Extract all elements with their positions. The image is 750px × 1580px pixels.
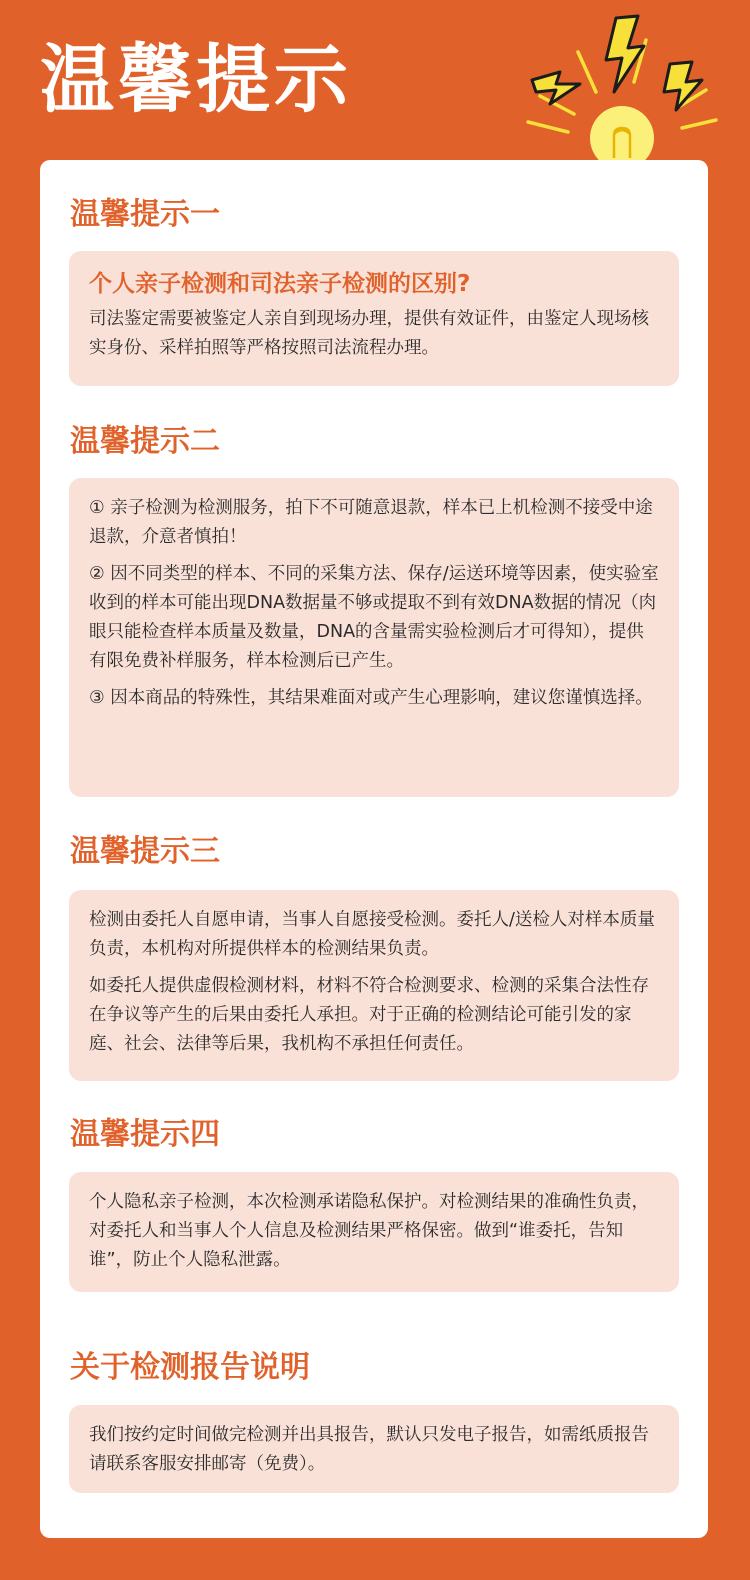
section-title-4: 温馨提示四 <box>70 1117 220 1152</box>
paragraph: 如委托人提供虚假检测材料，材料不符合检测要求、检测的采集合法性存在争议等产生的后果由委托人承担。对于正确的检测结论可能引发的家庭、社会、法律等后果，我机构不承担任何责任。 <box>89 976 649 1054</box>
page-title: 温馨提示 <box>40 37 352 123</box>
section-title-2: 温馨提示二 <box>70 424 220 459</box>
lightbulb-lightning-icon <box>510 10 740 170</box>
section-title-report: 关于检测报告说明 <box>70 1350 310 1385</box>
section-box-1 <box>69 251 679 386</box>
section-box-3 <box>69 890 679 1081</box>
paragraph: ② 因不同类型的样本、不同的采集方法、保存/运送环境等因素，使实验室收到的样本可能出现DNA数据量不够或提取不到有效DNA数据的情况（肉眼只能检查样本质量及数量，DNA的含量需实验检测后才可得知），提供有限免费补样服务，样本检测后已产生。 <box>89 564 659 671</box>
content-panel <box>40 160 708 1538</box>
paragraph: 检测由委托人自愿申请，当事人自愿接受检测。委托人/送检人对样本质量负责，本机构对所提供样本的检测结果负责。 <box>89 910 655 959</box>
paragraph: 司法鉴定需要被鉴定人亲自到现场办理，提供有效证件，由鉴定人现场核实身份、采样拍照等严格按照司法流程办理。 <box>89 309 649 358</box>
section-box-2 <box>69 478 679 797</box>
section-title-1: 温馨提示一 <box>70 197 220 232</box>
paragraph: 我们按约定时间做完检测并出具报告，默认只发电子报告，如需纸质报告请联系客服安排邮寄（免费）。 <box>89 1425 649 1474</box>
question-heading: 个人亲子检测和司法亲子检测的区别? <box>89 271 471 297</box>
paragraph: ③ 因本商品的特殊性，其结果难面对或产生心理影响，建议您谨慎选择。 <box>89 688 653 708</box>
section-box-report <box>69 1405 679 1493</box>
section-box-4 <box>69 1172 679 1292</box>
section-title-3: 温馨提示三 <box>70 834 220 869</box>
paragraph: 个人隐私亲子检测，本次检测承诺隐私保护。对检测结果的准确性负责，对委托人和当事人个人信息及检测结果严格保密。做到“谁委托，告知谁”，防止个人隐私泄露。 <box>89 1192 649 1270</box>
paragraph: ① 亲子检测为检测服务，拍下不可随意退款，样本已上机检测不接受中途退款，介意者慎拍！ <box>89 498 653 547</box>
